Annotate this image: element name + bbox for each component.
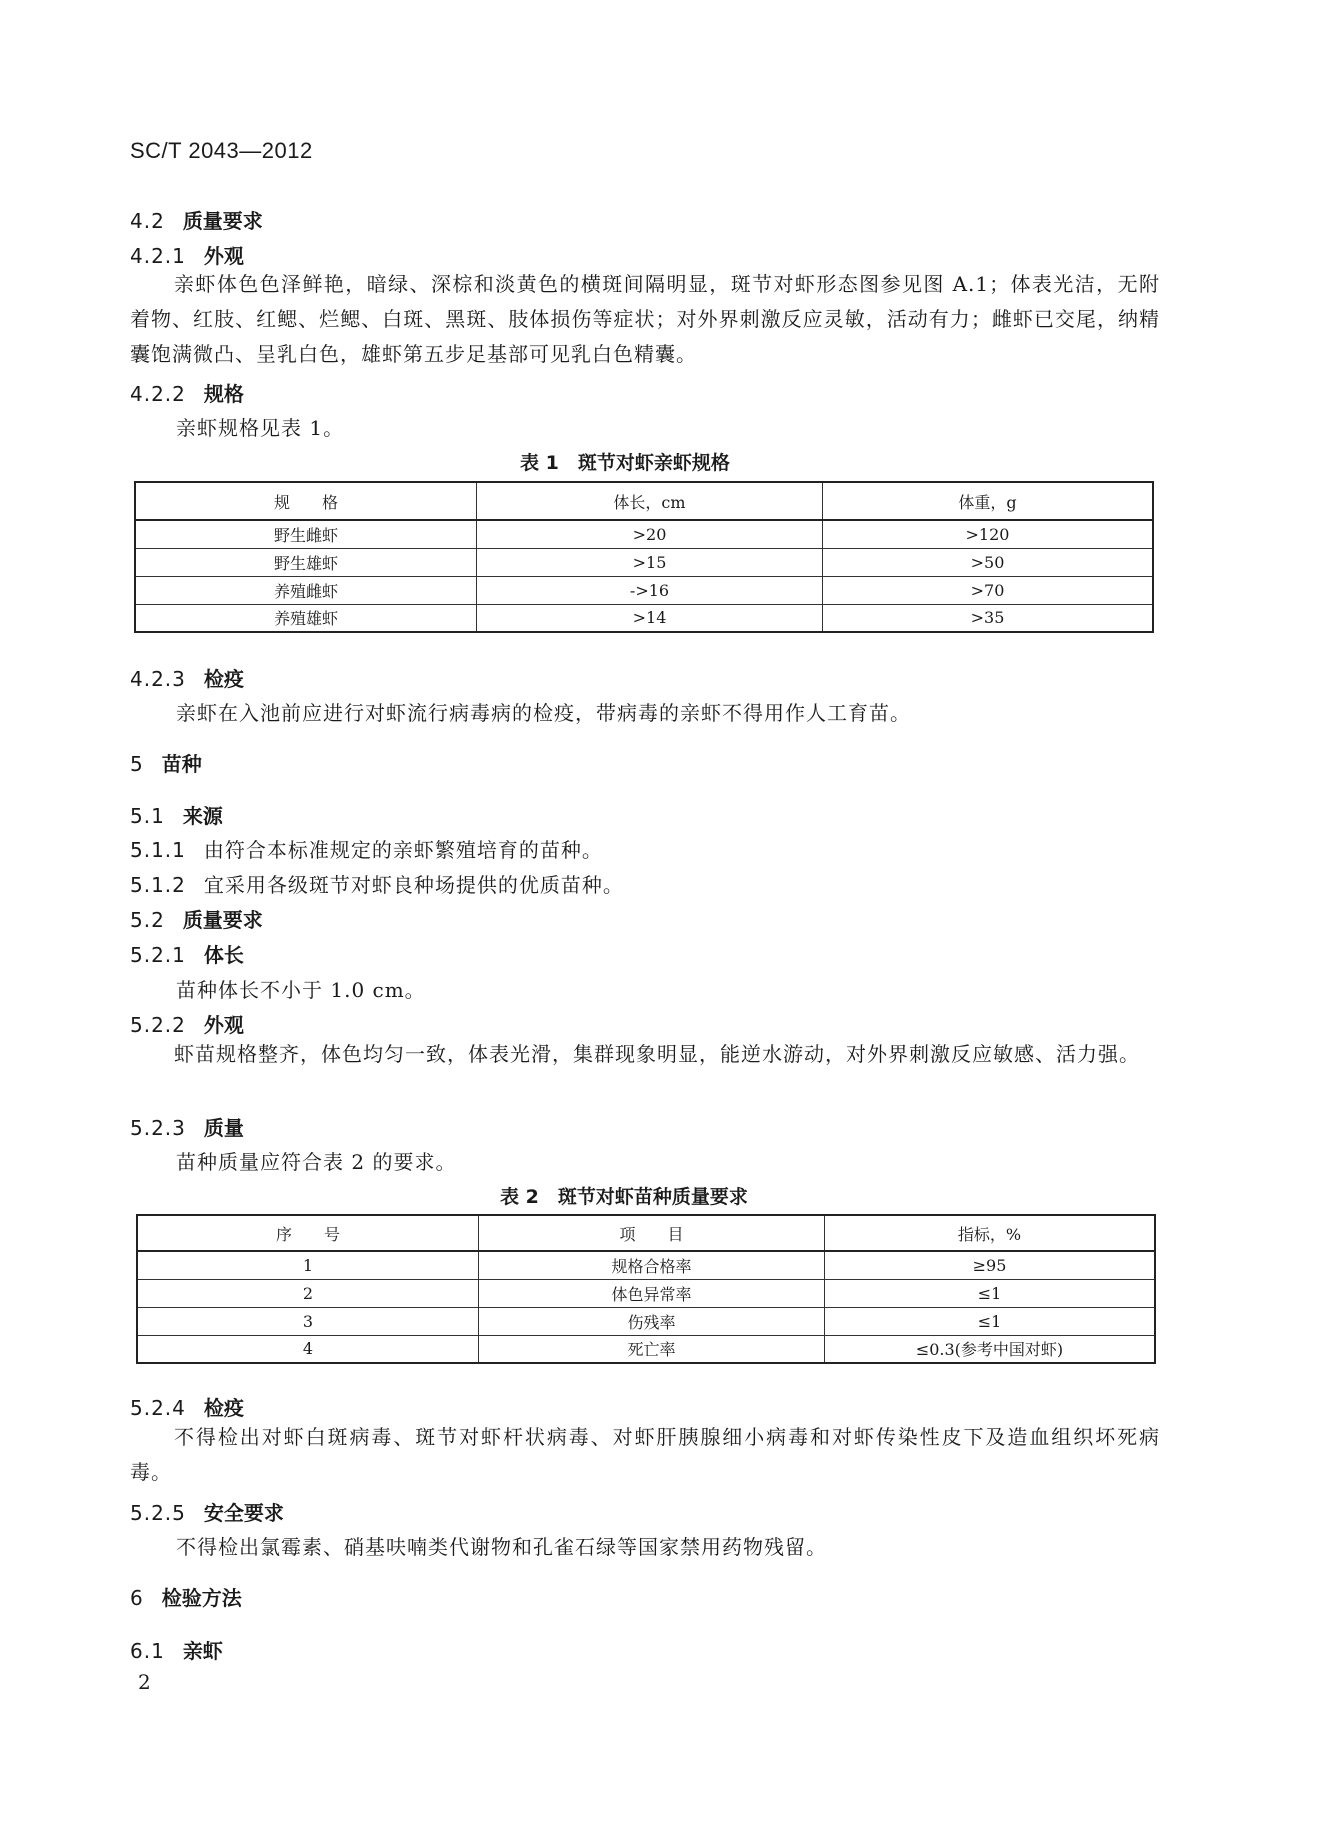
heading-title: 外观 bbox=[203, 244, 244, 268]
table-row bbox=[137, 1279, 1155, 1307]
heading-number: 5.2.5 bbox=[130, 1501, 186, 1525]
table-cell: 死亡率 bbox=[479, 1335, 825, 1363]
table-cell: 1 bbox=[137, 1251, 479, 1279]
table-cell: 4 bbox=[137, 1335, 479, 1363]
table-header-cell: 指标，% bbox=[825, 1215, 1156, 1251]
heading-title: 质量要求 bbox=[182, 908, 263, 932]
table-cell: >35 bbox=[823, 604, 1154, 632]
heading-title: 检疫 bbox=[203, 667, 244, 691]
clause-5-1-1 bbox=[130, 834, 603, 863]
table-cell: ≤0.3(参考中国对虾) bbox=[825, 1335, 1156, 1363]
heading-number: 4.2.3 bbox=[130, 667, 186, 691]
paragraph-fry-quality: 苗种质量应符合表 2 的要求。 bbox=[176, 1150, 457, 1174]
table2-caption: 表 2 斑节对虾苗种质量要求 bbox=[500, 1186, 748, 1208]
heading-title: 体长 bbox=[203, 943, 244, 967]
heading-4-2-1 bbox=[130, 240, 244, 269]
table-header-cell: 体重，g bbox=[823, 482, 1154, 520]
table-cell: 规格合格率 bbox=[479, 1251, 825, 1279]
table1-caption: 表 1 斑节对虾亲虾规格 bbox=[520, 452, 730, 474]
table-row bbox=[135, 604, 1153, 632]
heading-4-2-2 bbox=[130, 378, 244, 407]
heading-number: 6.1 bbox=[130, 1639, 165, 1663]
heading-5-2-3 bbox=[130, 1112, 244, 1141]
heading-number: 4.2 bbox=[130, 209, 165, 233]
table-header-cell: 项 目 bbox=[479, 1215, 825, 1251]
table1 bbox=[134, 481, 1154, 633]
table-row bbox=[135, 576, 1153, 604]
table-cell: 伤残率 bbox=[479, 1307, 825, 1335]
heading-title: 质量要求 bbox=[182, 209, 263, 233]
table-header-row bbox=[137, 1215, 1155, 1251]
heading-6-1 bbox=[130, 1635, 223, 1664]
table-header-cell: 序 号 bbox=[137, 1215, 479, 1251]
table-cell: 3 bbox=[137, 1307, 479, 1335]
heading-number: 5.2.1 bbox=[130, 943, 186, 967]
heading-4-2 bbox=[130, 205, 263, 234]
page-number: 2 bbox=[138, 1670, 151, 1694]
heading-title: 苗种 bbox=[161, 752, 202, 776]
table-row bbox=[137, 1251, 1155, 1279]
clause-5-1-2 bbox=[130, 869, 624, 898]
table-cell: >50 bbox=[823, 548, 1154, 576]
heading-title: 外观 bbox=[203, 1013, 244, 1037]
heading-number: 5 bbox=[130, 752, 144, 776]
table-cell: 2 bbox=[137, 1279, 479, 1307]
heading-5 bbox=[130, 748, 202, 777]
heading-5-1 bbox=[130, 800, 223, 829]
heading-5-2 bbox=[130, 904, 263, 933]
heading-title: 来源 bbox=[182, 804, 223, 828]
heading-number: 5.1 bbox=[130, 804, 165, 828]
paragraph-quarantine: 亲虾在入池前应进行对虾流行病毒病的检疫，带病毒的亲虾不得用作人工育苗。 bbox=[176, 701, 911, 725]
clause-number: 5.1.2 bbox=[130, 873, 186, 897]
heading-number: 5.2 bbox=[130, 908, 165, 932]
clause-number: 5.1.1 bbox=[130, 838, 186, 862]
heading-4-2-3 bbox=[130, 663, 244, 692]
heading-number: 4.2.2 bbox=[130, 382, 186, 406]
heading-title: 亲虾 bbox=[182, 1639, 223, 1663]
table-cell: >120 bbox=[823, 520, 1154, 548]
heading-5-2-2 bbox=[130, 1009, 244, 1038]
paragraph-appearance: 亲虾体色色泽鲜艳，暗绿、深棕和淡黄色的横斑间隔明显，斑节对虾形态图参见图 A.1；体表光洁，无附着物、红肢、红鳃、烂鳃、白斑、黑斑、肢体损伤等症状；对外界刺激反应灵敏，活动有力；雌虾已交尾，纳精囊饱满微凸、呈乳白色，雄虾第五步足基部可见乳白色精囊。 bbox=[130, 272, 1160, 366]
standard-number: SC/T 2043—2012 bbox=[130, 138, 313, 163]
table-row bbox=[137, 1307, 1155, 1335]
table-row bbox=[137, 1335, 1155, 1363]
table-cell: ≥95 bbox=[825, 1251, 1156, 1279]
heading-number: 4.2.1 bbox=[130, 244, 186, 268]
heading-number: 5.2.4 bbox=[130, 1396, 186, 1420]
table-header-cell: 规 格 bbox=[135, 482, 477, 520]
table-cell: ->16 bbox=[477, 576, 823, 604]
heading-title: 安全要求 bbox=[203, 1501, 284, 1525]
heading-number: 5.2.3 bbox=[130, 1116, 186, 1140]
table-cell: >70 bbox=[823, 576, 1154, 604]
heading-6 bbox=[130, 1582, 242, 1611]
table-cell: ≤1 bbox=[825, 1279, 1156, 1307]
table-cell: 野生雄虾 bbox=[135, 548, 477, 576]
table-cell: 体色异常率 bbox=[479, 1279, 825, 1307]
heading-number: 5.2.2 bbox=[130, 1013, 186, 1037]
table2 bbox=[136, 1214, 1156, 1364]
heading-title: 检验方法 bbox=[161, 1586, 242, 1610]
table-row bbox=[135, 548, 1153, 576]
table-cell: ≤1 bbox=[825, 1307, 1156, 1335]
heading-5-2-4 bbox=[130, 1392, 244, 1421]
table-cell: >20 bbox=[477, 520, 823, 548]
table-cell: 野生雌虾 bbox=[135, 520, 477, 548]
heading-title: 质量 bbox=[203, 1116, 244, 1140]
paragraph-fry-quarantine: 不得检出对虾白斑病毒、斑节对虾杆状病毒、对虾肝胰腺细小病毒和对虾传染性皮下及造血组织坏死病毒。 bbox=[130, 1425, 1160, 1484]
clause-text: 由符合本标准规定的亲虾繁殖培育的苗种。 bbox=[203, 838, 603, 862]
table-cell: 养殖雄虾 bbox=[135, 604, 477, 632]
table-header-cell: 体长，cm bbox=[477, 482, 823, 520]
heading-title: 检疫 bbox=[203, 1396, 244, 1420]
table-cell: >14 bbox=[477, 604, 823, 632]
table-header-row bbox=[135, 482, 1153, 520]
table-cell: 养殖雌虾 bbox=[135, 576, 477, 604]
paragraph-fry-appearance: 虾苗规格整齐，体色均匀一致，体表光滑，集群现象明显，能逆水游动，对外界刺激反应敏感、活力强。 bbox=[174, 1042, 1140, 1066]
paragraph-spec: 亲虾规格见表 1。 bbox=[176, 416, 345, 440]
heading-5-2-1 bbox=[130, 939, 244, 968]
table-cell: >15 bbox=[477, 548, 823, 576]
heading-5-2-5 bbox=[130, 1497, 284, 1526]
table-row bbox=[135, 520, 1153, 548]
paragraph-body-length: 苗种体长不小于 1.0 cm。 bbox=[176, 978, 426, 1002]
heading-title: 规格 bbox=[203, 382, 244, 406]
paragraph-safety: 不得检出氯霉素、硝基呋喃类代谢物和孔雀石绿等国家禁用药物残留。 bbox=[176, 1535, 827, 1559]
clause-text: 宜采用各级斑节对虾良种场提供的优质苗种。 bbox=[203, 873, 624, 897]
heading-number: 6 bbox=[130, 1586, 144, 1610]
